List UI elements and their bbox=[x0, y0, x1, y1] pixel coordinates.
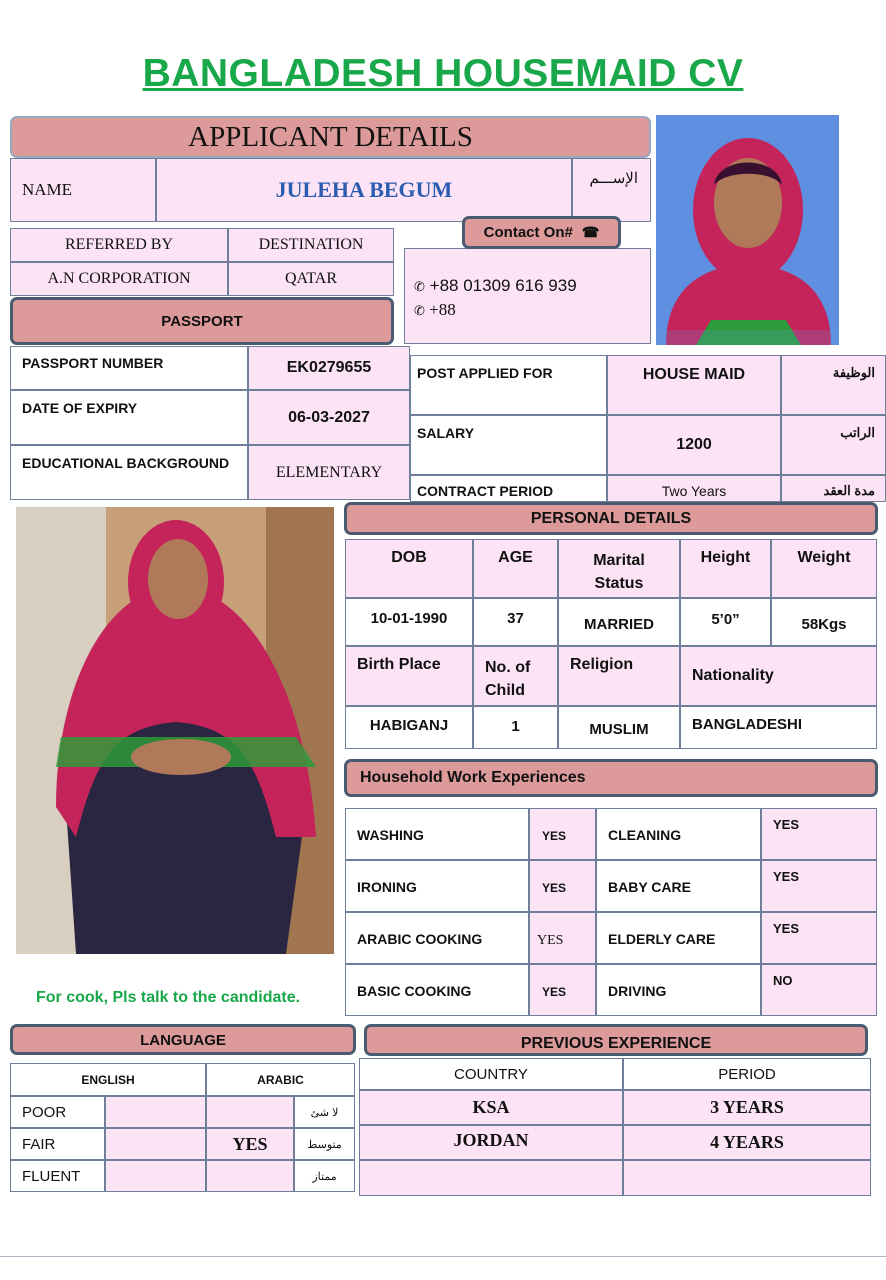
household-row-label: ELDERLY CARE bbox=[596, 912, 761, 964]
passport-header: PASSPORT bbox=[10, 297, 394, 345]
applicant-details-header: APPLICANT DETAILS bbox=[10, 116, 651, 158]
household-row-label: DRIVING bbox=[596, 964, 761, 1016]
arabic-fair: YES bbox=[206, 1128, 294, 1160]
phone-handset-icon: ✆ bbox=[414, 279, 425, 294]
contract-label-arabic: مدة العقد bbox=[781, 475, 886, 502]
salary-label-arabic: الراتب bbox=[781, 415, 886, 475]
weight-label: Weight bbox=[771, 539, 877, 598]
fluent-label: FLUENT bbox=[10, 1160, 105, 1192]
household-row-label: CLEANING bbox=[596, 808, 761, 860]
household-header: Household Work Experiences bbox=[344, 759, 878, 797]
full-body-illustration bbox=[16, 507, 334, 954]
destination-value: QATAR bbox=[228, 262, 394, 296]
poor-label: POOR bbox=[10, 1096, 105, 1128]
household-row-value: YES bbox=[529, 860, 596, 912]
previous-country: KSA bbox=[359, 1090, 623, 1125]
contact-box bbox=[404, 248, 651, 344]
household-row-value: YES bbox=[529, 964, 596, 1016]
poor-label-arabic: لا شئ bbox=[294, 1096, 355, 1128]
household-row-label: BABY CARE bbox=[596, 860, 761, 912]
english-poor bbox=[105, 1096, 206, 1128]
passport-number-label: PASSPORT NUMBER bbox=[10, 346, 248, 390]
page-divider bbox=[0, 1256, 886, 1257]
children-value: 1 bbox=[473, 706, 558, 749]
full-body-photo bbox=[16, 507, 334, 954]
birthplace-value: HABIGANJ bbox=[345, 706, 473, 749]
previous-experience-header: PREVIOUS EXPERIENCE bbox=[364, 1024, 868, 1056]
personal-details-header: PERSONAL DETAILS bbox=[344, 502, 878, 535]
name-label-arabic: الإســـم bbox=[572, 158, 651, 222]
destination-label: DESTINATION bbox=[228, 228, 394, 262]
previous-country: JORDAN bbox=[359, 1125, 623, 1160]
nationality-label: Nationality bbox=[680, 646, 877, 706]
english-fluent bbox=[105, 1160, 206, 1192]
dob-value: 10-01-1990 bbox=[345, 598, 473, 646]
name-label: NAME bbox=[10, 158, 156, 222]
household-row-value: YES bbox=[529, 912, 596, 964]
contact-header: Contact On# ☎ bbox=[462, 216, 621, 249]
nationality-value: BANGLADESHI bbox=[680, 706, 877, 749]
page-title: BANGLADESH HOUSEMAID CV bbox=[142, 52, 744, 95]
referred-by-value: A.N CORPORATION bbox=[10, 262, 228, 296]
contact-phone-1: ✆ +88 01309 616 939 bbox=[414, 276, 577, 295]
country-label: COUNTRY bbox=[359, 1058, 623, 1090]
previous-period: 3 YEARS bbox=[623, 1090, 871, 1125]
household-row-label: IRONING bbox=[345, 860, 529, 912]
salary-value: 1200 bbox=[607, 415, 781, 475]
household-row-label: WASHING bbox=[345, 808, 529, 860]
age-label: AGE bbox=[473, 539, 558, 598]
contact-phone-2: ✆ +88 bbox=[414, 300, 456, 319]
referred-by-label: REFERRED BY bbox=[10, 228, 228, 262]
fair-label-arabic: متوسط bbox=[294, 1128, 355, 1160]
period-label: PERIOD bbox=[623, 1058, 871, 1090]
contract-label: CONTRACT PERIOD bbox=[410, 475, 607, 502]
marital-label: Marital Status bbox=[558, 539, 680, 598]
household-row-value: YES bbox=[761, 912, 877, 964]
height-value: 5’0” bbox=[680, 598, 771, 646]
portrait-illustration bbox=[656, 115, 839, 345]
passport-number-value: EK0279655 bbox=[248, 346, 410, 390]
portrait-photo bbox=[656, 115, 839, 345]
applicant-name: JULEHA BEGUM bbox=[156, 158, 572, 222]
contract-value: Two Years bbox=[607, 475, 781, 502]
religion-value: MUSLIM bbox=[558, 706, 680, 749]
salary-label: SALARY bbox=[410, 415, 607, 475]
household-row-value: YES bbox=[761, 808, 877, 860]
post-label: POST APPLIED FOR bbox=[410, 355, 607, 415]
education-value: ELEMENTARY bbox=[248, 445, 410, 500]
passport-expiry-label: DATE OF EXPIRY bbox=[10, 390, 248, 445]
arabic-poor bbox=[206, 1096, 294, 1128]
household-row-label: BASIC COOKING bbox=[345, 964, 529, 1016]
post-label-arabic: الوظيفة bbox=[781, 355, 886, 415]
post-value: HOUSE MAID bbox=[607, 355, 781, 415]
arabic-fluent bbox=[206, 1160, 294, 1192]
children-label: No. of Child bbox=[473, 646, 558, 706]
fair-label: FAIR bbox=[10, 1128, 105, 1160]
passport-expiry-value: 06-03-2027 bbox=[248, 390, 410, 445]
height-label: Height bbox=[680, 539, 771, 598]
dob-label: DOB bbox=[345, 539, 473, 598]
education-label: EDUCATIONAL BACKGROUND bbox=[10, 445, 248, 500]
phone-handset-icon: ✆ bbox=[414, 303, 425, 318]
household-row-value: YES bbox=[761, 860, 877, 912]
fluent-label-arabic: ممتاز bbox=[294, 1160, 355, 1192]
age-value: 37 bbox=[473, 598, 558, 646]
english-fair bbox=[105, 1128, 206, 1160]
cook-note: For cook, Pls talk to the candidate. bbox=[36, 989, 301, 1006]
arabic-label: ARABIC bbox=[206, 1063, 355, 1096]
household-row-label: ARABIC COOKING bbox=[345, 912, 529, 964]
household-row-value: YES bbox=[529, 808, 596, 860]
marital-value: MARRIED bbox=[558, 598, 680, 646]
weight-value: 58Kgs bbox=[771, 598, 877, 646]
language-header: LANGUAGE bbox=[10, 1024, 356, 1055]
birthplace-label: Birth Place bbox=[345, 646, 473, 706]
phone-icon: ☎ bbox=[581, 224, 600, 240]
previous-period bbox=[623, 1160, 871, 1196]
religion-label: Religion bbox=[558, 646, 680, 706]
household-row-value: NO bbox=[761, 964, 877, 1016]
previous-country bbox=[359, 1160, 623, 1196]
english-label: ENGLISH bbox=[10, 1063, 206, 1096]
previous-period: 4 YEARS bbox=[623, 1125, 871, 1160]
